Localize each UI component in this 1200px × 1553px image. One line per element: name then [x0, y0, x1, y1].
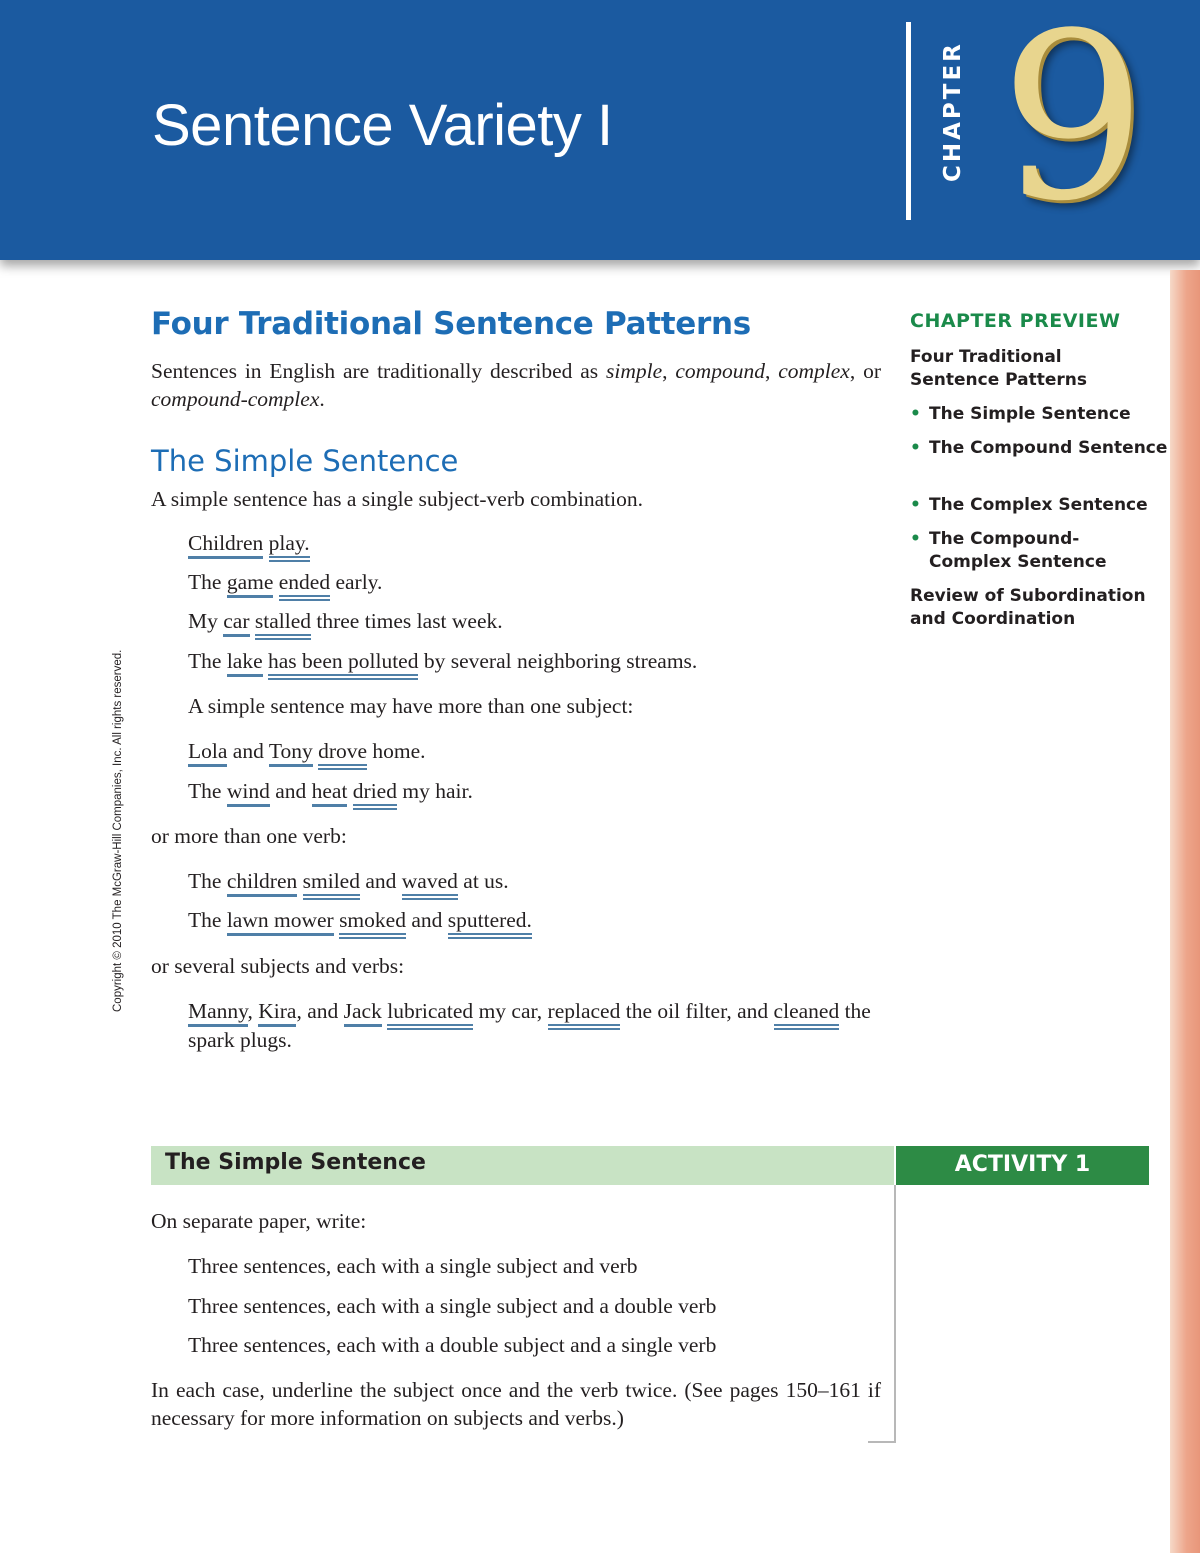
subject-word: Lola — [188, 739, 227, 767]
preview-item: Four Traditional Sentence Patterns — [910, 347, 1088, 390]
banner-divider — [906, 22, 911, 220]
activity-header — [151, 1146, 894, 1185]
verb-word: play. — [269, 531, 310, 562]
chapter-banner — [0, 0, 1200, 260]
activity-border-vertical — [894, 1185, 896, 1443]
chapter-label: CHAPTER — [940, 41, 966, 182]
verb-word: sputtered. — [448, 908, 532, 939]
subject-word: Kira — [258, 999, 296, 1027]
subject-word: car — [223, 609, 249, 637]
copyright-notice: Copyright © 2010 The McGraw-Hill Companies, Inc. All rights reserved. — [112, 649, 124, 1012]
verb-word: stalled — [255, 609, 311, 640]
preview-item: Review of Subordination and Coordination — [910, 586, 1146, 629]
verb-word: ended — [279, 570, 330, 601]
subject-word: Children — [188, 531, 263, 559]
activity-instruction: On separate paper, write: — [151, 1209, 367, 1233]
verb-word: lubricated — [387, 999, 473, 1030]
activity-title: The Simple Sentence — [165, 1150, 426, 1175]
more-verbs-note: or more than one verb: — [151, 824, 347, 848]
verb-word: waved — [402, 869, 458, 900]
definition-text: A simple sentence has a single subject-verb combination. — [151, 487, 643, 511]
subject-word: game — [227, 570, 274, 598]
verb-word: smoked — [339, 908, 406, 939]
example-sentence: The lake has been polluted by several neighboring streams. — [188, 647, 697, 675]
subject-word: Manny — [188, 999, 248, 1027]
example-sentence — [188, 529, 310, 557]
section-heading: Four Traditional Sentence Patterns — [151, 306, 751, 342]
subject-word: Jack — [344, 999, 382, 1027]
verb-word: smiled — [303, 869, 360, 900]
several-note: or several subjects and verbs: — [151, 954, 405, 978]
activity-task: Three sentences, each with a single subject and verb — [188, 1254, 638, 1278]
subject-word: children — [227, 869, 297, 897]
activity-badge — [896, 1146, 1149, 1185]
subject-word: heat — [312, 779, 348, 807]
chapter-preview-heading: CHAPTER PREVIEW — [910, 310, 1121, 332]
chapter-title: Sentence Variety I — [152, 93, 613, 158]
activity-border-corner — [868, 1441, 896, 1443]
example-sentence: The wind and heat dried my hair. — [188, 777, 473, 805]
verb-word: replaced — [548, 999, 621, 1030]
preview-subitem: • The Simple Sentence — [910, 404, 1131, 424]
more-subjects-note: A simple sentence may have more than one subject: — [188, 694, 634, 718]
intro-paragraph: Sentences in English are traditionally described as simple, compound, complex, or compound-complex. — [151, 359, 881, 411]
preview-subitem: • The Complex Sentence — [910, 495, 1148, 515]
subject-word: lawn mower — [227, 908, 334, 936]
bullet-icon: • — [910, 495, 921, 515]
activity-task: Three sentences, each with a double subject and a single verb — [188, 1333, 717, 1357]
activity-closing: In each case, underline the subject once and the verb twice. (See pages 150–161 if necessary for more information on subjects and verbs.) — [151, 1378, 881, 1430]
example-sentence: The children smiled and waved at us. — [188, 867, 509, 895]
example-sentence: Lola and Tony drove home. — [188, 737, 426, 765]
bullet-icon: • — [910, 404, 921, 424]
subject-word: wind — [227, 779, 270, 807]
chapter-number: 9 — [1000, 0, 1147, 252]
activity-task: Three sentences, each with a single subject and a double verb — [188, 1294, 717, 1318]
example-sentence: My car stalled three times last week. — [188, 607, 503, 635]
example-sentence: The game ended early. — [188, 568, 382, 596]
subject-word: lake — [227, 649, 263, 677]
example-sentence: The lawn mower smoked and sputtered. — [188, 906, 532, 934]
subheading-simple-sentence: The Simple Sentence — [151, 444, 459, 478]
example-sentence: Manny, Kira, and Jack lubricated my car, replaced the oil filter, and cleaned the spark plugs. — [188, 999, 871, 1052]
page-edge-tab — [1170, 270, 1200, 1553]
verb-word: cleaned — [774, 999, 840, 1030]
verb-word: dried — [353, 779, 397, 810]
preview-subitem: • The Compound-Complex Sentence — [910, 529, 1107, 572]
bullet-icon: • — [910, 438, 921, 458]
activity-badge-label: ACTIVITY 1 — [954, 1152, 1091, 1177]
verb-word: has been polluted — [268, 649, 418, 680]
verb-word: drove — [318, 739, 367, 770]
bullet-icon: • — [910, 529, 921, 549]
preview-subitem: • The Compound Sentence — [910, 438, 1168, 458]
subject-word: Tony — [269, 739, 313, 767]
